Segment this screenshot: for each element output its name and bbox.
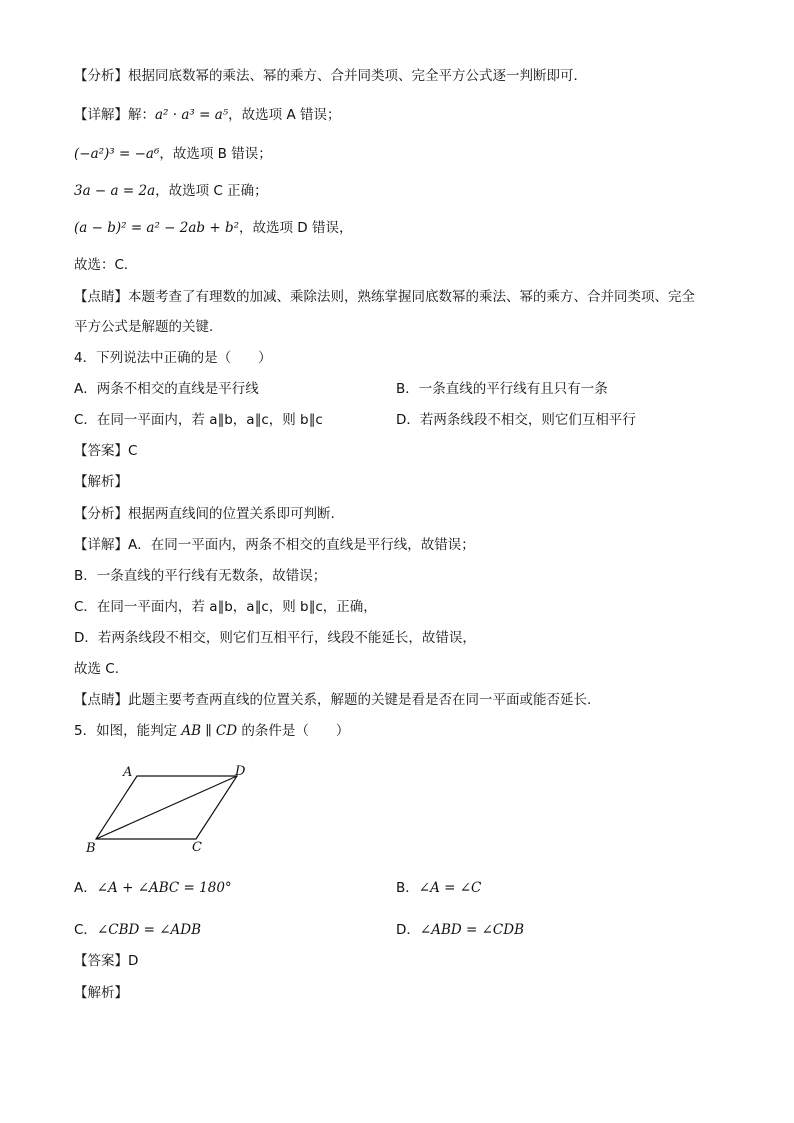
- q3-detail-line-b: [74, 145, 272, 163]
- q3-detail-prefix: 【详解】解：: [74, 107, 155, 123]
- q4-detail-3: C．在同一平面内，若 a∥b，a∥c，则 b∥c，正确，: [74, 599, 377, 615]
- q3-choose: 故选：C．: [74, 257, 138, 273]
- q4-question: 4．下列说法中正确的是（ ）: [74, 350, 272, 366]
- q5-option-c: [74, 921, 201, 939]
- q5-option-d-label: D．: [396, 922, 420, 938]
- q4-answer: 【答案】C: [74, 443, 138, 459]
- q5-question-prefix: 5．如图，能判定: [74, 723, 182, 739]
- q4-option-a: A．两条不相交的直线是平行线: [74, 381, 259, 397]
- q5-option-c-math: ∠CBD = ∠ADB: [96, 922, 202, 938]
- q5-option-a-label: A．: [74, 880, 97, 896]
- q3-detail-line-d: [74, 219, 353, 237]
- q5-explain-head: 【解析】: [74, 985, 128, 1001]
- q3-analysis: 【分析】根据同底数幂的乘法、幂的乘方、合并同类项、完全平方公式逐一判断即可．: [74, 68, 587, 84]
- q5-question-suffix: 的条件是（ ）: [237, 723, 350, 739]
- q5-question-math: AB ∥ CD: [181, 723, 238, 739]
- vertex-label-a: A: [123, 765, 133, 780]
- q5-option-a-math: ∠A + ∠ABC = 180°: [96, 880, 232, 896]
- q5-option-c-label: C．: [74, 922, 97, 938]
- parallelogram-figure: [80, 760, 280, 860]
- q5-answer: 【答案】D: [74, 953, 139, 969]
- q4-choose: 故选 C.: [74, 661, 120, 677]
- q3-equation-a: a² · a³ = a⁵: [155, 107, 229, 123]
- q3-result-b: ，故选项 B 错误；: [159, 146, 272, 162]
- q3-result-d: ，故选项 D 错误，: [239, 220, 353, 236]
- q5-option-b: [396, 879, 481, 897]
- vertex-label-c: C: [192, 840, 202, 855]
- q3-result-a: ，故选项 A 错误；: [228, 107, 341, 123]
- q4-option-c: C．在同一平面内，若 a∥b，a∥c，则 b∥c: [74, 412, 323, 428]
- q4-detail-1: 【详解】A．在同一平面内，两条不相交的直线是平行线，故错误；: [74, 537, 475, 553]
- q4-detail-4: D．若两条线段不相交，则它们互相平行，线段不能延长，故错误，: [74, 630, 476, 646]
- q4-comment: 【点睛】此题主要考查两直线的位置关系，解题的关键是看是否在同一平面或能否延长.: [74, 692, 592, 708]
- q4-explain-head: 【解析】: [74, 474, 128, 490]
- q5-question: [74, 722, 349, 740]
- q3-equation-d: (a − b)² = a² − 2ab + b²: [74, 220, 240, 236]
- vertex-label-b: B: [86, 841, 96, 856]
- q5-option-d-math: ∠ABD = ∠CDB: [419, 922, 524, 938]
- q5-option-b-label: B．: [396, 880, 419, 896]
- q5-option-a: [74, 879, 232, 897]
- q4-detail-2: B．一条直线的平行线有无数条，故错误；: [74, 568, 327, 584]
- q5-option-d: [396, 921, 524, 939]
- q3-comment-line-2: 平方公式是解题的关键．: [74, 319, 223, 335]
- q3-equation-c: 3a − a = 2a: [74, 183, 156, 199]
- q3-detail-line-a: [74, 106, 340, 124]
- q3-detail-line-c: [74, 182, 268, 200]
- q4-option-d: D．若两条线段不相交，则它们互相平行: [396, 412, 636, 428]
- q4-analysis: 【分析】根据两直线间的位置关系即可判断.: [74, 506, 335, 522]
- q5-option-b-math: ∠A = ∠C: [418, 880, 482, 896]
- q3-equation-b: (−a²)³ = −a⁶: [74, 146, 160, 162]
- q3-comment-line-1: 【点睛】本题考查了有理数的加减、乘除法则，熟练掌握同底数幂的乘法、幂的乘方、合并同类项、完全: [74, 289, 695, 305]
- q3-result-c: ，故选项 C 正确；: [155, 183, 268, 199]
- vertex-label-d: D: [235, 764, 246, 779]
- q4-option-b: B．一条直线的平行线有且只有一条: [396, 381, 608, 397]
